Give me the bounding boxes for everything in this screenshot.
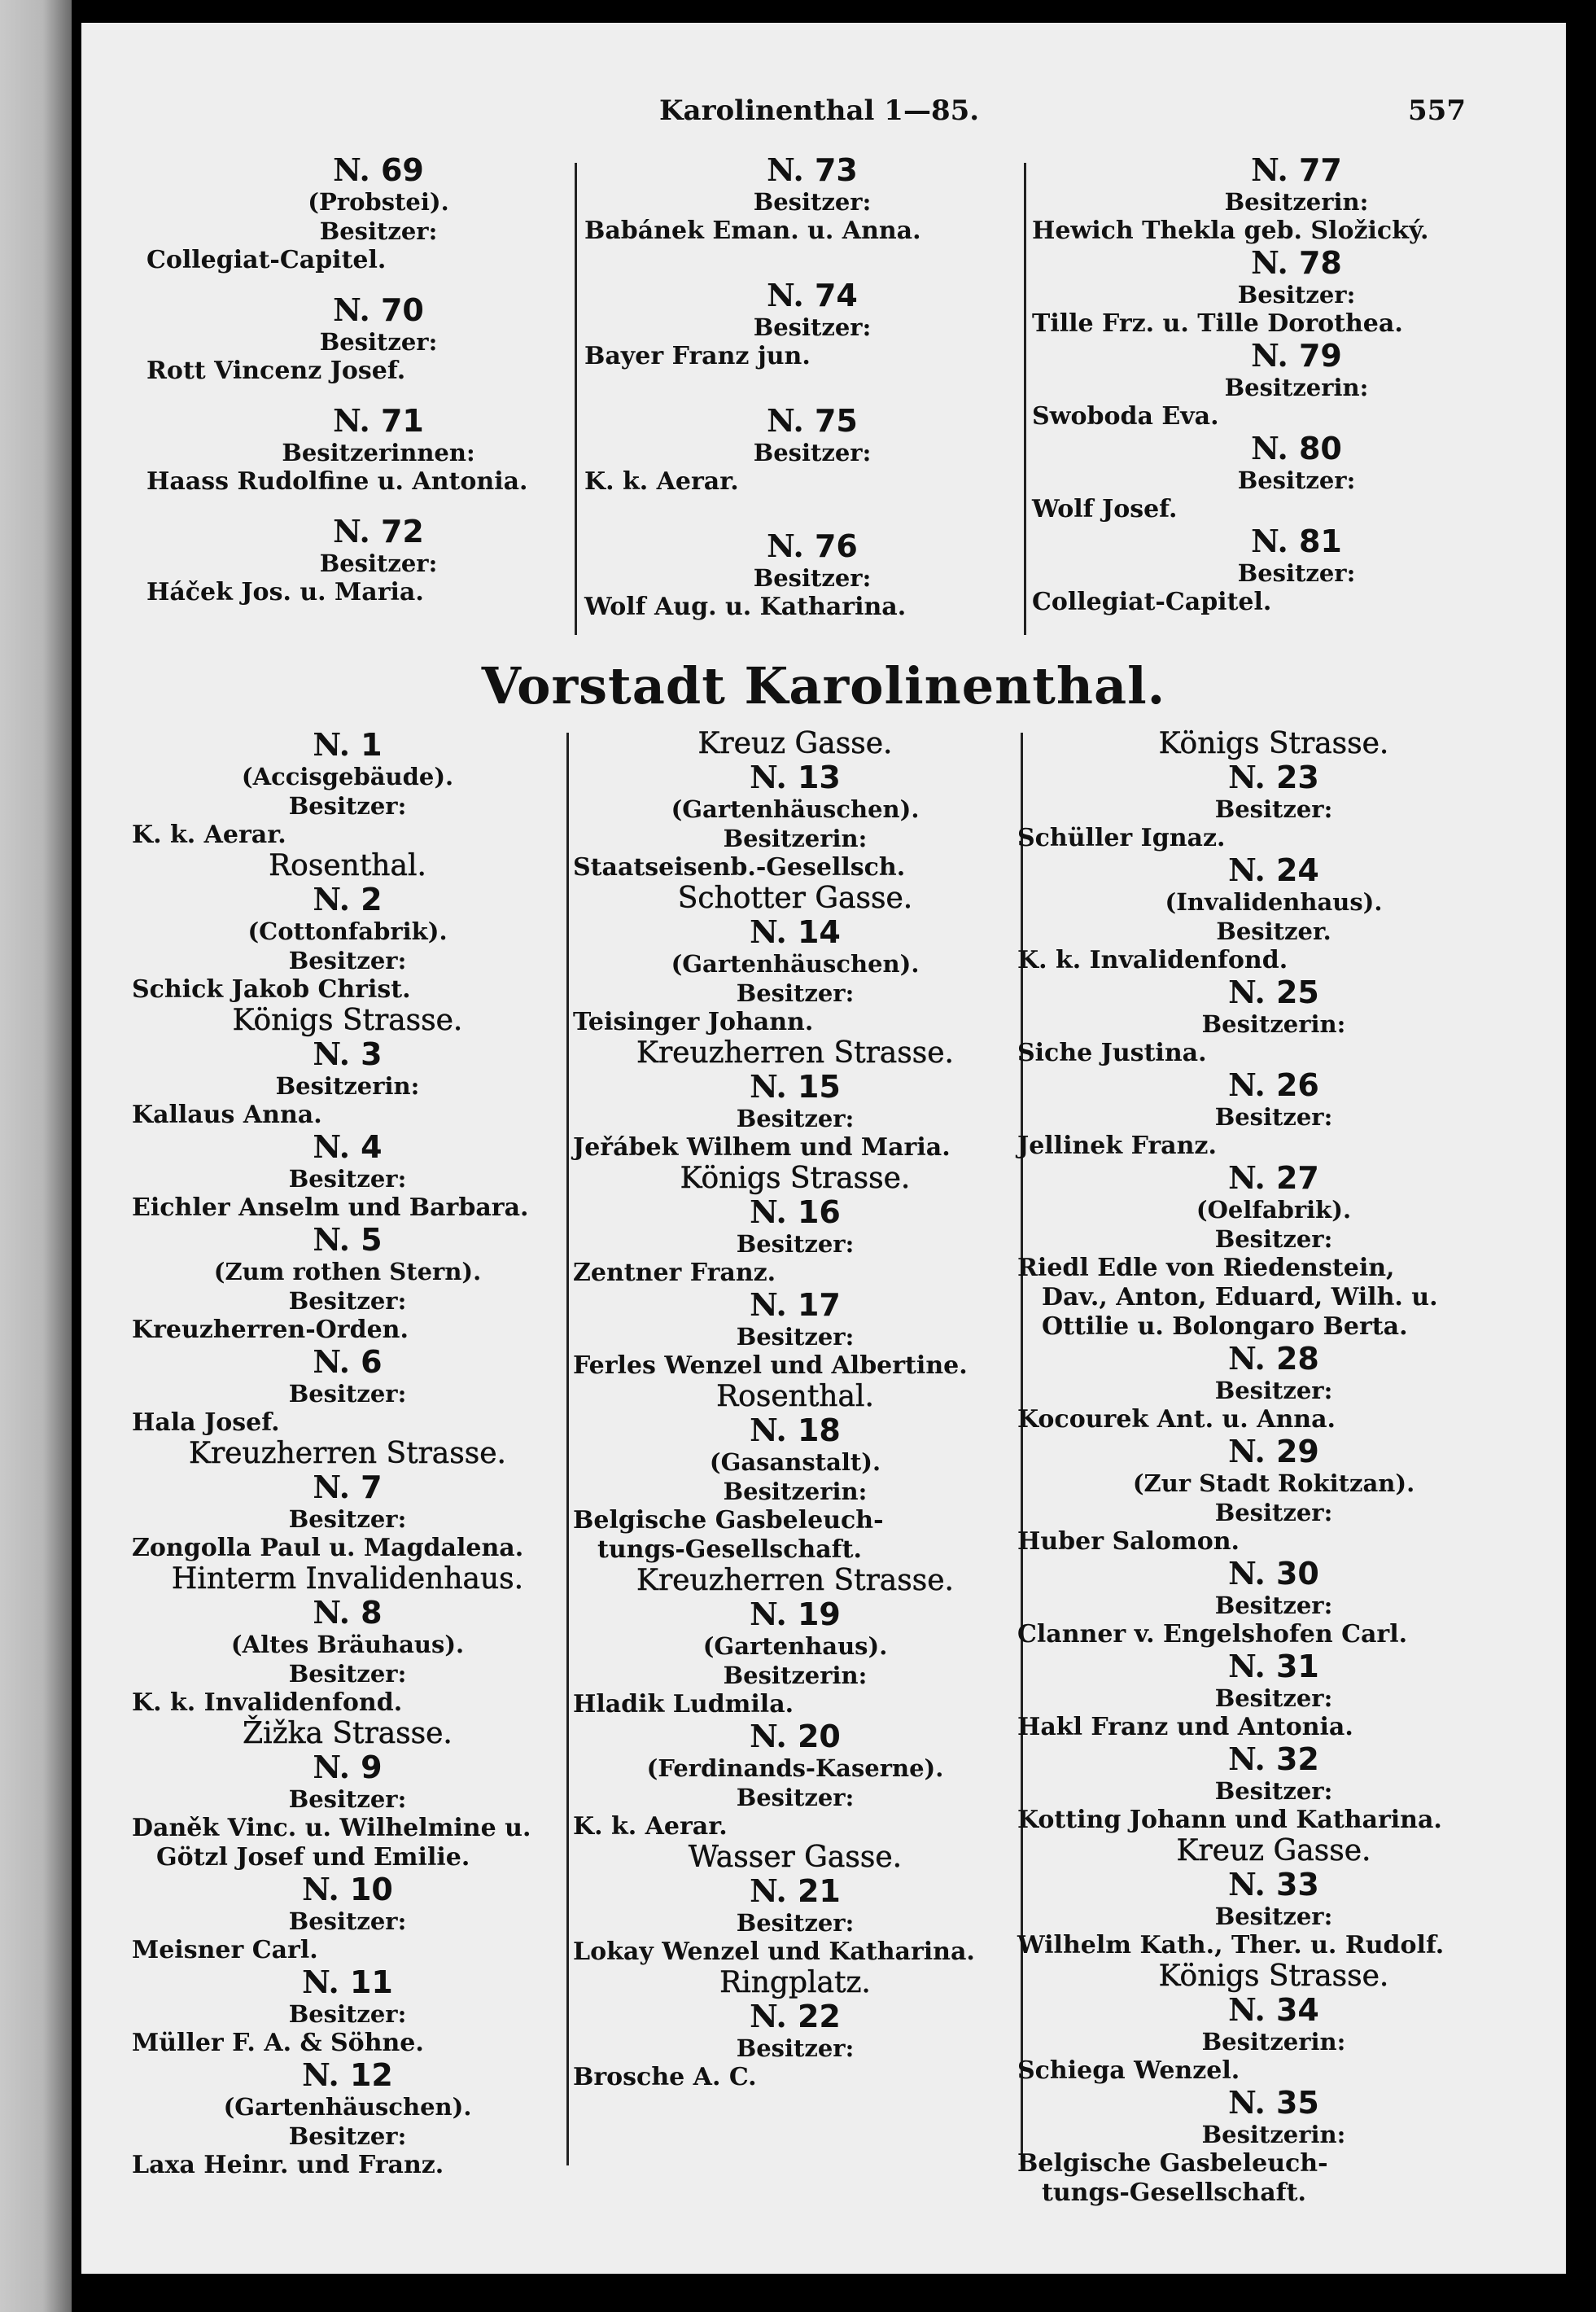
owner-name: Götzl Josef und Emilie. — [156, 1843, 470, 1872]
owner-name: Kallaus Anna. — [132, 1101, 322, 1129]
house-number-value: 77 — [1298, 152, 1342, 188]
house-entry — [132, 1596, 563, 1718]
house-number-value: 19 — [797, 1596, 841, 1632]
owner-role: Besitzer: — [736, 1784, 855, 1811]
house-number: N. 73 — [767, 151, 858, 188]
house-number-value: 23 — [1275, 760, 1319, 795]
owner-name: Schiega Wenzel. — [1017, 2056, 1240, 2085]
house-number-value: 8 — [361, 1595, 383, 1631]
house-number: N. 17 — [750, 1286, 841, 1323]
house-number: N. 18 — [750, 1412, 841, 1448]
house-entry — [573, 915, 1017, 1037]
building-note: (Gartenhäuschen). — [671, 795, 920, 823]
owner-role: Besitzer: — [288, 792, 407, 820]
owner-role: Besitzerin: — [1201, 2028, 1346, 2056]
owner-role: Besitzer: — [736, 1909, 855, 1937]
building-note: (Oelfabrik). — [1196, 1196, 1352, 1224]
owner-name: Haass Rudolfine u. Antonia. — [146, 467, 528, 496]
house-number-value: 32 — [1275, 1741, 1319, 1777]
house-entry — [146, 515, 610, 607]
owner-name: Dav., Anton, Eduard, Wilh. u. — [1042, 1283, 1438, 1311]
street-heading: Königs Strasse. — [1158, 1960, 1389, 1993]
house-number: N. 31 — [1228, 1648, 1319, 1684]
house-number: N. 34 — [1228, 1991, 1319, 2028]
owner-name: Swoboda Eva. — [1032, 402, 1219, 431]
street-heading: Königs Strasse. — [232, 1004, 463, 1037]
house-entry — [573, 1413, 1017, 1565]
owner-role: Besitzer: — [736, 2034, 855, 2062]
page-number: 557 — [1408, 94, 1466, 127]
house-number-value: 78 — [1298, 245, 1342, 281]
building-note: (Gartenhaus). — [702, 1632, 888, 1660]
house-number-value: 22 — [797, 1999, 841, 2034]
owner-role: Besitzer: — [1237, 281, 1356, 309]
owner-role: Besitzer: — [288, 1165, 407, 1193]
house-number: N. 35 — [1228, 2084, 1319, 2121]
owner-name: Ottilie u. Bolongaro Berta. — [1042, 1312, 1408, 1341]
owner-role: Besitzer: — [1214, 1777, 1333, 1805]
building-note: (Probstei). — [308, 188, 449, 216]
street-heading: Wasser Gasse. — [688, 1841, 903, 1874]
street-heading: Rosenthal. — [716, 1380, 874, 1413]
house-entry — [132, 1470, 563, 1563]
house-number: N. 79 — [1251, 337, 1342, 374]
owner-name: Ferles Wenzel und Albertine. — [573, 1351, 968, 1380]
owner-name: Huber Salomon. — [1017, 1527, 1240, 1556]
lower-column-2 — [573, 728, 1017, 2092]
house-entry — [1032, 431, 1561, 524]
house-entry — [573, 1070, 1017, 1163]
facing-page-edge — [0, 0, 72, 2312]
owner-name: Schüller Ignaz. — [1017, 824, 1226, 852]
house-number-value: 11 — [349, 1964, 393, 2000]
street-heading: Žižka Strasse. — [243, 1717, 453, 1750]
owner-role: Besitzer: — [1237, 466, 1356, 494]
owner-name: Hala Josef. — [132, 1408, 280, 1437]
house-number: N. 11 — [302, 1964, 393, 2000]
owner-name: Eichler Anselm und Barbara. — [132, 1193, 529, 1222]
house-number: N. 30 — [1228, 1555, 1319, 1592]
street-heading: Ringplatz. — [719, 1966, 871, 1999]
house-entry — [1017, 975, 1530, 1068]
owner-role: Besitzer: — [288, 1505, 407, 1533]
house-number-value: 15 — [797, 1069, 841, 1105]
owner-name: Laxa Heinr. und Franz. — [132, 2151, 444, 2179]
building-note: (Zur Stadt Rokitzan). — [1132, 1469, 1415, 1497]
street-heading: Königs Strasse. — [1158, 727, 1389, 760]
owner-name: K. k. Aerar. — [132, 821, 286, 849]
house-number-value: 79 — [1298, 338, 1342, 374]
house-number-value: 13 — [797, 760, 841, 795]
street-heading: Hinterm Invalidenhaus. — [171, 1562, 524, 1596]
owner-name: Riedl Edle von Riedenstein, — [1017, 1254, 1395, 1282]
owner-name: Zentner Franz. — [573, 1259, 776, 1287]
house-entry — [1017, 1557, 1530, 1649]
house-entry — [584, 529, 1040, 622]
owner-role: Besitzer: — [1237, 559, 1356, 587]
owner-name: K. k. Aerar. — [584, 467, 739, 496]
street-heading: Kreuz Gasse. — [697, 727, 893, 760]
street-heading: Schotter Gasse. — [677, 882, 913, 915]
house-entry — [1032, 246, 1561, 339]
house-number-value: 72 — [380, 514, 424, 550]
owner-name: Schick Jakob Christ. — [132, 975, 411, 1004]
house-number-value: 80 — [1298, 431, 1342, 466]
street-heading: Kreuzherren Strasse. — [189, 1437, 506, 1470]
house-entry — [132, 1750, 563, 1872]
house-number-value: 73 — [814, 152, 858, 188]
owner-role: Besitzer: — [753, 439, 872, 466]
house-number: N. 28 — [1228, 1340, 1319, 1377]
building-note: (Cottonfabrik). — [247, 917, 448, 945]
owner-name: Clanner v. Engelshofen Carl. — [1017, 1620, 1408, 1649]
house-number-value: 25 — [1275, 974, 1319, 1010]
owner-role: Besitzer: — [736, 1105, 855, 1132]
owner-name: Meisner Carl. — [132, 1936, 318, 1964]
house-number-value: 5 — [361, 1222, 383, 1258]
house-number-value: 27 — [1275, 1160, 1319, 1196]
house-number: N. 21 — [750, 1872, 841, 1909]
house-number-value: 69 — [380, 152, 424, 188]
house-number: N. 71 — [333, 402, 424, 439]
house-number-value: 71 — [380, 403, 424, 439]
house-entry — [573, 760, 1017, 882]
lower-column-3 — [1017, 728, 1530, 2208]
building-note: (Zum rothen Stern). — [213, 1258, 482, 1285]
house-number-value: 3 — [361, 1036, 383, 1072]
owner-name: Kocourek Ant. u. Anna. — [1017, 1405, 1336, 1434]
owner-role: Besitzer: — [753, 188, 872, 216]
house-number-value: 70 — [380, 292, 424, 328]
section-title: Vorstadt Karolinenthal. — [481, 656, 1166, 716]
house-number: N. 76 — [767, 528, 858, 564]
street-heading: Königs Strasse. — [680, 1162, 911, 1195]
owner-role: Besitzer: — [1214, 1903, 1333, 1930]
house-number-value: 29 — [1275, 1434, 1319, 1469]
house-number-value: 31 — [1275, 1649, 1319, 1684]
owner-role: Besitzerin: — [1201, 1010, 1346, 1038]
owner-role: Besitzer: — [753, 564, 872, 592]
house-number: N. 29 — [1228, 1433, 1319, 1469]
owner-name: Kreuzherren-Orden. — [132, 1316, 409, 1344]
house-entry — [132, 1130, 563, 1223]
house-entry — [1032, 153, 1561, 246]
owner-role: Besitzerin: — [723, 825, 868, 852]
owner-name: Brosche A. C. — [573, 2063, 757, 2091]
house-entry — [573, 1288, 1017, 1381]
house-number: N. 27 — [1228, 1159, 1319, 1196]
house-entry — [584, 404, 1040, 497]
house-number-value: 26 — [1275, 1067, 1319, 1103]
building-note: (Gasanstalt). — [709, 1448, 881, 1476]
house-entry — [573, 1597, 1017, 1719]
house-entry — [584, 278, 1040, 371]
owner-role: Besitzerin: — [1224, 188, 1369, 216]
owner-name: K. k. Aerar. — [573, 1812, 728, 1841]
owner-role: Besitzer: — [288, 1907, 407, 1935]
house-number-value: 16 — [797, 1194, 841, 1230]
owner-name: Collegiat-Capitel. — [1032, 588, 1272, 616]
upper-column-3 — [1032, 153, 1561, 617]
owner-role: Besitzerin: — [723, 1662, 868, 1689]
owner-name: Hakl Franz und Antonia. — [1017, 1713, 1353, 1741]
owner-role: Besitzer: — [736, 1230, 855, 1258]
owner-role: Besitzer: — [319, 217, 438, 245]
owner-role: Besitzer: — [1214, 1684, 1333, 1712]
house-number: N. 81 — [1251, 523, 1342, 559]
owner-role: Besitzer: — [1214, 1499, 1333, 1526]
house-number-value: 33 — [1275, 1867, 1319, 1903]
house-number-value: 4 — [361, 1129, 383, 1165]
owner-name: Jeřábek Wilhem und Maria. — [573, 1133, 951, 1162]
house-number-value: 34 — [1275, 1992, 1319, 2028]
owner-role: Besitzer: — [736, 979, 855, 1007]
house-number-value: 75 — [814, 403, 858, 439]
house-number-value: 20 — [797, 1719, 841, 1754]
house-number-value: 24 — [1275, 852, 1319, 888]
house-entry — [573, 1719, 1017, 1841]
house-entry — [1017, 1993, 1530, 2086]
owner-name: tungs-Gesellschaft. — [597, 1535, 862, 1564]
house-number: N. 7 — [313, 1469, 383, 1505]
house-number-value: 30 — [1275, 1556, 1319, 1592]
street-heading: Rosenthal. — [269, 849, 426, 882]
house-number: N. 8 — [313, 1594, 383, 1631]
owner-role: Besitzer: — [753, 313, 872, 341]
house-number: N. 78 — [1251, 244, 1342, 281]
building-note: (Altes Bräuhaus). — [230, 1631, 465, 1658]
owner-name: Kotting Johann und Katharina. — [1017, 1806, 1442, 1834]
house-number: N. 9 — [313, 1749, 383, 1785]
owner-role: Besitzer: — [1214, 1592, 1333, 1619]
house-number: N. 80 — [1251, 430, 1342, 466]
house-entry — [1017, 1068, 1530, 1161]
house-entry — [146, 153, 610, 275]
house-number: N. 22 — [750, 1998, 841, 2034]
owner-name: Staatseisenb.-Gesellsch. — [573, 853, 906, 882]
running-title: Karolinenthal 1—85. — [659, 94, 980, 127]
owner-name: Teisinger Johann. — [573, 1008, 814, 1036]
house-entry — [1032, 524, 1561, 617]
owner-role: Besitzer: — [288, 1380, 407, 1408]
house-entry — [132, 728, 563, 850]
house-number-value: 6 — [361, 1344, 383, 1380]
house-entry — [146, 293, 610, 386]
building-note: (Invalidenhaus). — [1165, 888, 1383, 916]
house-number: N. 69 — [333, 151, 424, 188]
house-number: N. 4 — [313, 1128, 383, 1165]
house-number: N. 74 — [767, 277, 858, 313]
owner-role: Besitzer: — [288, 947, 407, 974]
house-entry — [1017, 1342, 1530, 1434]
owner-role: Besitzer: — [288, 1785, 407, 1813]
owner-role: Besitzer: — [1214, 795, 1333, 823]
lower-column-1 — [132, 728, 563, 2180]
owner-name: Háček Jos. u. Maria. — [146, 578, 424, 606]
upper-column-1 — [146, 153, 610, 607]
house-number: N. 2 — [313, 881, 383, 917]
house-number-value: 18 — [797, 1412, 841, 1448]
owner-name: Collegiat-Capitel. — [146, 246, 387, 274]
owner-name: tungs-Gesellschaft. — [1042, 2178, 1306, 2207]
house-number-value: 81 — [1298, 523, 1342, 559]
owner-name: Lokay Wenzel und Katharina. — [573, 1938, 975, 1966]
street-heading: Kreuz Gasse. — [1176, 1834, 1371, 1868]
owner-name: Belgische Gasbeleuch- — [1017, 2149, 1328, 2178]
house-number: N. 24 — [1228, 852, 1319, 888]
owner-role: Besitzerin: — [1201, 2121, 1346, 2148]
building-note: (Gartenhäuschen). — [223, 2093, 472, 2121]
house-number: N. 33 — [1228, 1866, 1319, 1903]
owner-role: Besitzer: — [319, 550, 438, 577]
owner-name: Wolf Aug. u. Katharina. — [584, 593, 907, 621]
house-entry — [584, 153, 1040, 246]
owner-role: Besitzer: — [1214, 1225, 1333, 1253]
owner-name: Daněk Vinc. u. Wilhelmine u. — [132, 1814, 531, 1842]
house-number: N. 19 — [750, 1596, 841, 1632]
owner-name: K. k. Invalidenfond. — [1017, 946, 1288, 974]
house-number: N. 32 — [1228, 1741, 1319, 1777]
house-entry — [132, 1223, 563, 1345]
street-heading: Kreuzherren Strasse. — [636, 1036, 954, 1070]
column-divider — [1024, 163, 1026, 635]
house-entry — [132, 882, 563, 1005]
house-entry — [1017, 1868, 1530, 1960]
house-entry — [132, 2058, 563, 2180]
house-number: N. 72 — [333, 513, 424, 550]
house-number: N. 6 — [313, 1343, 383, 1380]
house-number-value: 10 — [349, 1872, 393, 1907]
house-number-value: 12 — [349, 2057, 393, 2093]
owner-role: Besitzerin: — [1224, 374, 1369, 401]
house-entry — [1017, 1434, 1530, 1557]
house-entry — [132, 1872, 563, 1965]
building-note: (Ferdinands-Kaserne). — [646, 1754, 944, 1782]
house-number: N. 13 — [750, 759, 841, 795]
house-entry — [573, 1874, 1017, 1967]
house-entry — [1017, 1742, 1530, 1835]
owner-role: Besitzer: — [288, 2122, 407, 2150]
house-number: N. 5 — [313, 1221, 383, 1258]
owner-name: Bayer Franz jun. — [584, 342, 811, 370]
house-number: N. 26 — [1228, 1066, 1319, 1103]
house-number-value: 2 — [361, 882, 383, 917]
owner-role: Besitzer: — [288, 1287, 407, 1315]
owner-name: Hewich Thekla geb. Složický. — [1032, 217, 1429, 245]
house-number: N. 70 — [333, 291, 424, 328]
owner-name: Tille Frz. u. Tille Dorothea. — [1032, 309, 1403, 338]
owner-name: Wolf Josef. — [1032, 495, 1178, 523]
owner-name: Rott Vincenz Josef. — [146, 357, 406, 385]
house-number: N. 16 — [750, 1193, 841, 1230]
house-number: N. 25 — [1228, 974, 1319, 1010]
owner-name: Jellinek Franz. — [1017, 1132, 1217, 1160]
house-number: N. 23 — [1228, 759, 1319, 795]
owner-name: Zongolla Paul u. Magdalena. — [132, 1534, 524, 1562]
house-entry — [132, 1037, 563, 1130]
upper-column-2 — [584, 153, 1040, 622]
house-number: N. 1 — [313, 726, 383, 763]
owner-role: Besitzer: — [288, 1660, 407, 1688]
house-number-value: 1 — [361, 727, 383, 763]
house-entry — [573, 1999, 1017, 2092]
owner-role: Besitzer: — [1214, 1377, 1333, 1404]
column-divider — [566, 733, 569, 2165]
house-number: N. 3 — [313, 1036, 383, 1072]
owner-role: Besitzer: — [319, 328, 438, 356]
owner-role: Besitzer: — [288, 2000, 407, 2028]
house-number-value: 35 — [1275, 2085, 1319, 2121]
owner-role: Besitzer: — [1214, 1103, 1333, 1131]
owner-name: Babánek Eman. u. Anna. — [584, 217, 921, 245]
owner-role: Besitzer. — [1216, 917, 1331, 945]
house-entry — [1017, 2086, 1530, 2208]
house-number-value: 14 — [797, 914, 841, 950]
owner-name: Belgische Gasbeleuch- — [573, 1506, 884, 1535]
house-number-value: 7 — [361, 1469, 383, 1505]
house-entry — [1017, 1649, 1530, 1742]
house-entry — [146, 404, 610, 497]
house-number-value: 21 — [797, 1873, 841, 1909]
house-number-value: 9 — [361, 1749, 383, 1785]
owner-name: Siche Justina. — [1017, 1039, 1207, 1067]
house-entry — [132, 1345, 563, 1438]
owner-role: Besitzerin: — [275, 1072, 420, 1100]
owner-role: Besitzerinnen: — [282, 439, 475, 466]
building-note: (Gartenhäuschen). — [671, 950, 920, 978]
house-entry — [1017, 1161, 1530, 1342]
directory-page — [81, 23, 1566, 2274]
house-entry — [573, 1195, 1017, 1288]
owner-role: Besitzer: — [736, 1323, 855, 1351]
house-number-value: 74 — [814, 278, 858, 313]
house-number: N. 20 — [750, 1718, 841, 1754]
house-entry — [1032, 339, 1561, 431]
column-divider — [575, 163, 577, 635]
owner-name: Wilhelm Kath., Ther. u. Rudolf. — [1017, 1931, 1445, 1960]
house-entry — [1017, 760, 1530, 853]
house-number: N. 12 — [302, 2056, 393, 2093]
owner-role: Besitzerin: — [723, 1478, 868, 1505]
house-entry — [1017, 853, 1530, 975]
house-number-value: 76 — [814, 528, 858, 564]
house-number-value: 28 — [1275, 1341, 1319, 1377]
building-note: (Accisgebäude). — [241, 763, 454, 790]
house-number: N. 15 — [750, 1068, 841, 1105]
owner-name: Hladik Ludmila. — [573, 1690, 794, 1719]
owner-name: K. k. Invalidenfond. — [132, 1688, 403, 1717]
house-entry — [132, 1965, 563, 2058]
house-number: N. 14 — [750, 913, 841, 950]
house-number: N. 10 — [302, 1871, 393, 1907]
owner-name: Müller F. A. & Söhne. — [132, 2029, 424, 2057]
house-number: N. 77 — [1251, 151, 1342, 188]
street-heading: Kreuzherren Strasse. — [636, 1564, 954, 1597]
house-number: N. 75 — [767, 402, 858, 439]
house-number-value: 17 — [797, 1287, 841, 1323]
